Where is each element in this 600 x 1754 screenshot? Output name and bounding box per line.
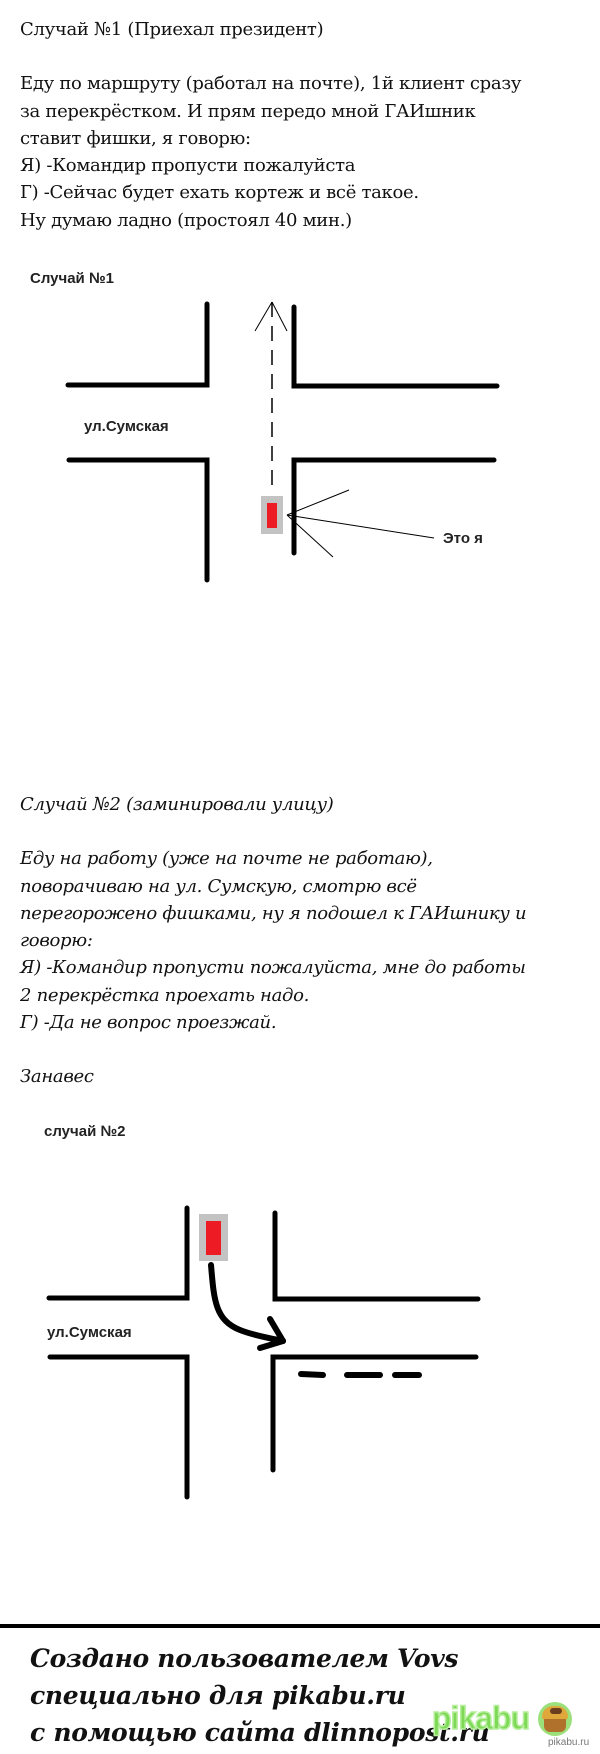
diagram-2-title: случай №2 — [44, 1123, 126, 1140]
story-1-title: Случай №1 (Приехал президент) — [20, 19, 324, 40]
arrowhead — [260, 1319, 283, 1348]
story-2-line: говорю: — [20, 930, 93, 952]
muffin-icon — [538, 1702, 572, 1736]
story-2-line: Я) -Командир пропусти пожалуйста, мне до работы — [20, 957, 526, 979]
story-2-line: перегорожено фишками, ну я подошел к ГАИшнику и — [20, 902, 527, 924]
route-dashed-line — [301, 1374, 419, 1375]
footer-separator — [0, 1624, 600, 1628]
story-2-line: поворачиваю на ул. Сумскую, смотрю всё — [20, 875, 417, 897]
story-1-line: ставит фишки, я говорю: — [20, 127, 251, 149]
story-1-line: Еду по маршруту (работал на почте), 1й клиент сразу — [20, 73, 522, 95]
diagram-1-street-label: ул.Сумская — [84, 418, 169, 435]
pikabu-logo-text: pikabu — [432, 1700, 530, 1736]
diagram-1-pointer-label: Это я — [443, 530, 483, 547]
story-1-line: Я) -Командир пропусти пожалуйста — [20, 155, 356, 177]
story-2-title: Случай №2 (заминировали улицу) — [20, 794, 334, 815]
diagram-1-title: Случай №1 — [30, 270, 115, 287]
footer-line: специально для pikabu.ru — [30, 1681, 406, 1710]
car-icon — [206, 1221, 221, 1255]
footer-credits — [30, 1640, 489, 1751]
story-2-line: Г) -Да не вопрос проезжай. — [20, 1012, 277, 1034]
story-2-line: Еду на работу (уже на почте не работаю), — [20, 848, 433, 870]
story-1-line: Г) -Сейчас будет ехать кортеж и всё такое. — [20, 182, 419, 204]
pikabu-logo — [432, 1698, 582, 1738]
story-2-ending: Занавес — [20, 1066, 94, 1088]
story-1-line: за перекрёстком. И прям передо мной ГАИшник — [20, 100, 476, 122]
diagram-2-street-label: ул.Сумская — [47, 1324, 132, 1341]
footer-line: Создано пользователем Vovs — [30, 1644, 459, 1673]
footer-line: с помощью сайта dlinnopost.ru — [30, 1718, 490, 1747]
road-edges — [49, 1208, 478, 1497]
watermark: pikabu.ru — [548, 1737, 590, 1748]
turn-arrow-icon — [211, 1265, 283, 1341]
story-1-line: Ну думаю ладно (простоял 40 мин.) — [20, 209, 352, 231]
story-2-line: 2 перекрёстка проехать надо. — [20, 984, 310, 1006]
